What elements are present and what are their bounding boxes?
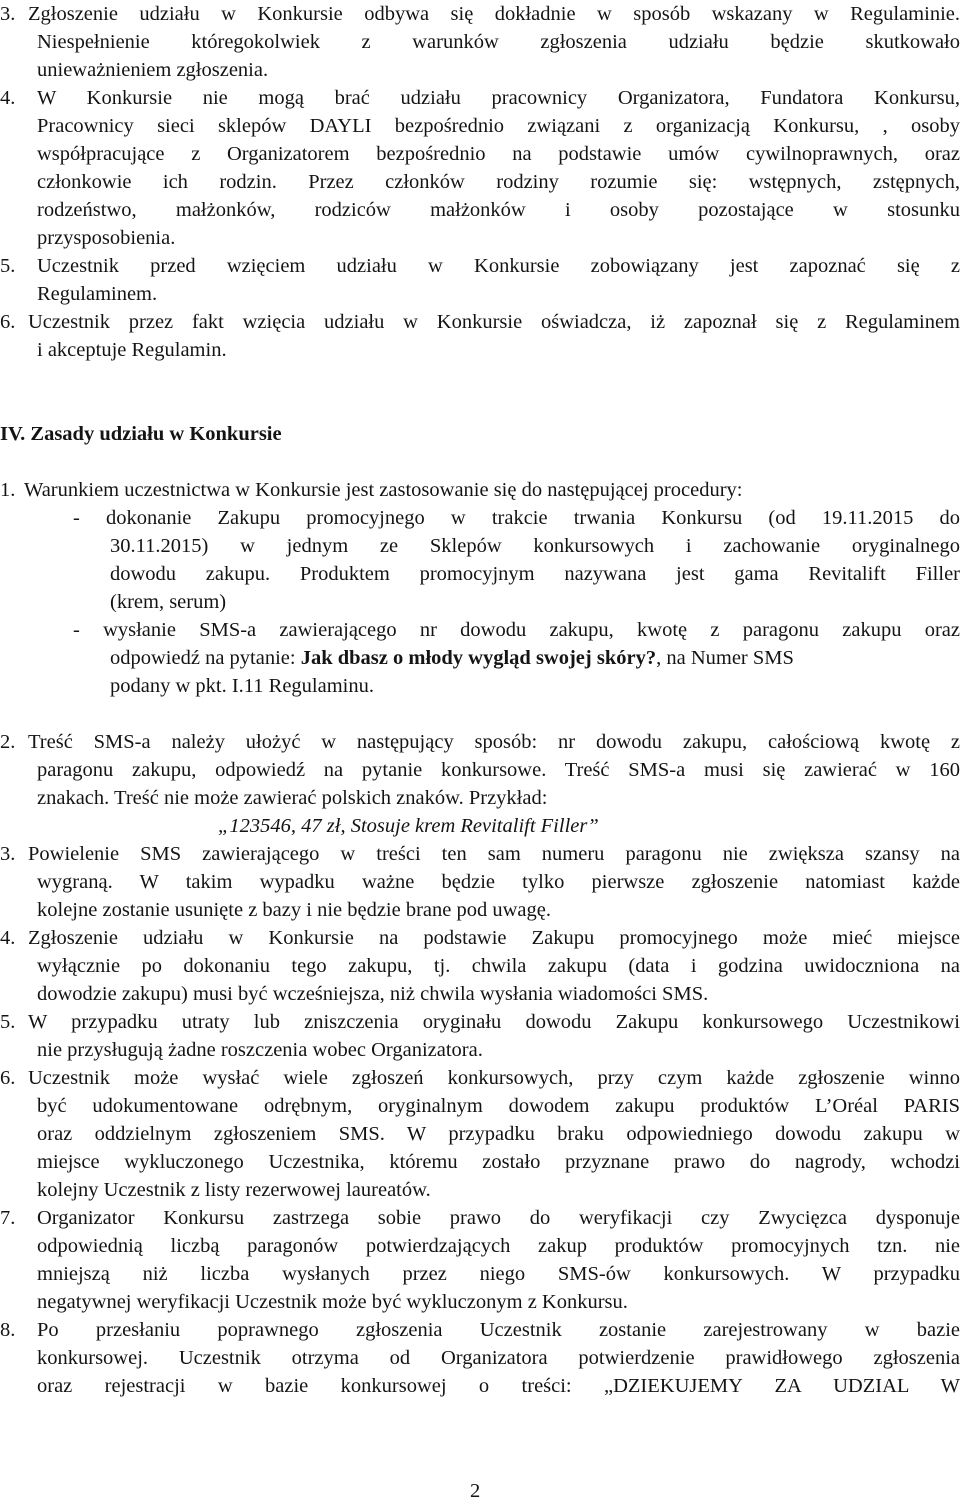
list-item [0,252,960,282]
bullet-text: (krem, serum) [110,591,227,613]
bullet-text [110,644,960,674]
list-item [0,308,960,338]
item-text: kolejny Uczestnik z listy rezerwowej laureatów. [37,1179,431,1201]
item-number: 5. [0,1011,16,1033]
bullet-text: 30.11.2015) w jednym ze Sklepów konkursowych i zachowanie oryginalnego [110,535,960,557]
item-text: W Konkursie nie mogą brać udziału pracownicy Organizatora, Fundatora Konkursu, [37,87,960,109]
item-number: 3. [0,3,16,25]
item-text: współpracujące z Organizatorem bezpośrednio na podstawie umów cywilnoprawnych, oraz [37,143,960,165]
item-text: Pracownicy sieci sklepów DAYLI bezpośrednio związani z organizacją Konkursu, , osoby [37,115,960,137]
item-text: negatywnej weryfikacji Uczestnik może być wykluczonym z Konkursu. [37,1291,628,1313]
list-item [0,924,960,954]
item-text: rodzeństwo, małżonków, rodziców małżonków i osoby pozostające w stosunku [37,199,960,221]
list-item [0,1064,960,1094]
item-text: być udokumentowane odrębnym, oryginalnym dowodem zakupu produktów L’Oréal PARIS [37,1095,960,1117]
item-number: 4. [0,927,16,949]
list-item [0,1204,960,1234]
item-text: oraz oddzielnym zgłoszeniem SMS. W przypadku braku odpowiedniego dowodu zakupu w [37,1123,960,1145]
item-text: Zgłoszenie udziału w Konkursie na podstawie Zakupu promocyjnego może mieć miejsce [28,927,960,949]
item-number: 6. [0,311,16,333]
list-item [0,1316,960,1346]
item-number: 1. [0,479,16,501]
bullet-text: dowodu zakupu. Produktem promocyjnym nazywana jest gama Revitalift Filler [110,563,960,585]
item-text: kolejne zostanie usunięte z bazy i nie będzie brane pod uwagę. [37,899,552,921]
bullet-text: - dokonanie Zakupu promocyjnego w trakcie trwania Konkursu (od 19.11.2015 do [73,507,960,529]
item-text: paragonu zakupu, odpowiedź na pytanie konkursowe. Treść SMS-a musi się zawierać w 160 [37,759,960,781]
bullet-text-part: , na Numer SMS [656,647,794,669]
item-text: mniejszą niż liczba wysłanych przez niego SMS-ów konkursowych. W przypadku [37,1263,960,1285]
item-text: Po przesłaniu poprawnego zgłoszenia Uczestnik zostanie zarejestrowany w bazie [37,1319,960,1341]
item-text: Niespełnienie któregokolwiek z warunków zgłoszenia udziału będzie skutkowało [37,31,960,53]
item-text: oraz rejestracji w bazie konkursowej o treści: „DZIEKUJEMY ZA UDZIAL W [37,1375,960,1397]
item-text: odpowiednią liczbą paragonów potwierdzających zakup produktów promocyjnych tzn. nie [37,1235,960,1257]
section-heading: IV. Zasady udziału w Konkursie [0,423,282,445]
item-text: Powielenie SMS zawierającego w treści ten sam numeru paragonu nie zwiększa szansy na [28,843,960,865]
item-number: 3. [0,843,16,865]
item-text: Uczestnik może wysłać wiele zgłoszeń konkursowych, przy czym każde zgłoszenie winno [28,1067,960,1089]
item-text: Zgłoszenie udziału w Konkursie odbywa się dokładnie w sposób wskazany w Regulaminie. [28,3,960,25]
contest-question: Jak dbasz o młody wygląd swojej skóry? [300,647,657,669]
item-text: i akceptuje Regulamin. [37,339,227,361]
item-number: 8. [0,1319,16,1341]
item-text: członkowie ich rodzin. Przez członków rodziny rozumie się: wstępnych, zstępnych, [37,171,960,193]
item-number: 2. [0,731,16,753]
sms-example: „123546, 47 zł, Stosuje krem Revitalift Filler” [218,815,599,837]
item-text: W przypadku utraty lub zniszczenia oryginału dowodu Zakupu konkursowego Uczestnikowi [28,1011,960,1033]
item-text: Uczestnik przed wzięciem udziału w Konkursie zobowiązany jest zapoznać się z [37,255,960,277]
item-text: unieważnieniem zgłoszenia. [37,59,269,81]
list-item [0,476,960,506]
list-item [0,1008,960,1038]
item-text: nie przysługują żadne roszczenia wobec Organizatora. [37,1039,483,1061]
item-text: miejsce wykluczonego Uczestnika, któremu zostało przyznane prawo do nagrody, wchodzi [37,1151,960,1173]
item-text: dowodzie zakupu) musi być wcześniejsza, niż chwila wysłania wiadomości SMS. [37,983,709,1005]
bullet-text-part: odpowiedź na pytanie: [110,647,301,669]
item-text: Warunkiem uczestnictwa w Konkursie jest zastosowanie się do następującej procedury: [24,479,743,501]
item-number: 4. [0,87,16,109]
bullet-text: podany w pkt. I.11 Regulaminu. [110,675,374,697]
item-number: 5. [0,255,16,277]
item-text: znakach. Treść nie może zawierać polskich znaków. Przykład: [37,787,548,809]
bullet-text: - wysłanie SMS-a zawierającego nr dowodu zakupu, kwotę z paragonu zakupu oraz [73,619,960,641]
item-number: 6. [0,1067,16,1089]
item-text: przysposobienia. [37,227,176,249]
item-text: wyłącznie po dokonaniu tego zakupu, tj. chwila zakupu (data i godzina uwidoczniona na [37,955,960,977]
list-item [0,84,960,114]
list-item [0,728,960,758]
item-text: konkursowej. Uczestnik otrzyma od Organizatora potwierdzenie prawidłowego zgłoszenia [37,1347,960,1369]
list-item [0,0,960,30]
item-number: 7. [0,1207,16,1229]
item-text: wygraną. W takim wypadku ważne będzie tylko pierwsze zgłoszenie natomiast każde [37,871,960,893]
page-number: 2 [470,1480,481,1502]
item-text: Treść SMS-a należy ułożyć w następujący sposób: nr dowodu zakupu, całościową kwotę z [28,731,960,753]
item-text: Organizator Konkursu zastrzega sobie prawo do weryfikacji czy Zwycięzca dysponuje [37,1207,960,1229]
list-item [0,840,960,870]
item-text: Uczestnik przez fakt wzięcia udziału w Konkursie oświadcza, iż zapoznał się z Regulaminem [28,311,960,333]
item-text: Regulaminem. [37,283,158,305]
